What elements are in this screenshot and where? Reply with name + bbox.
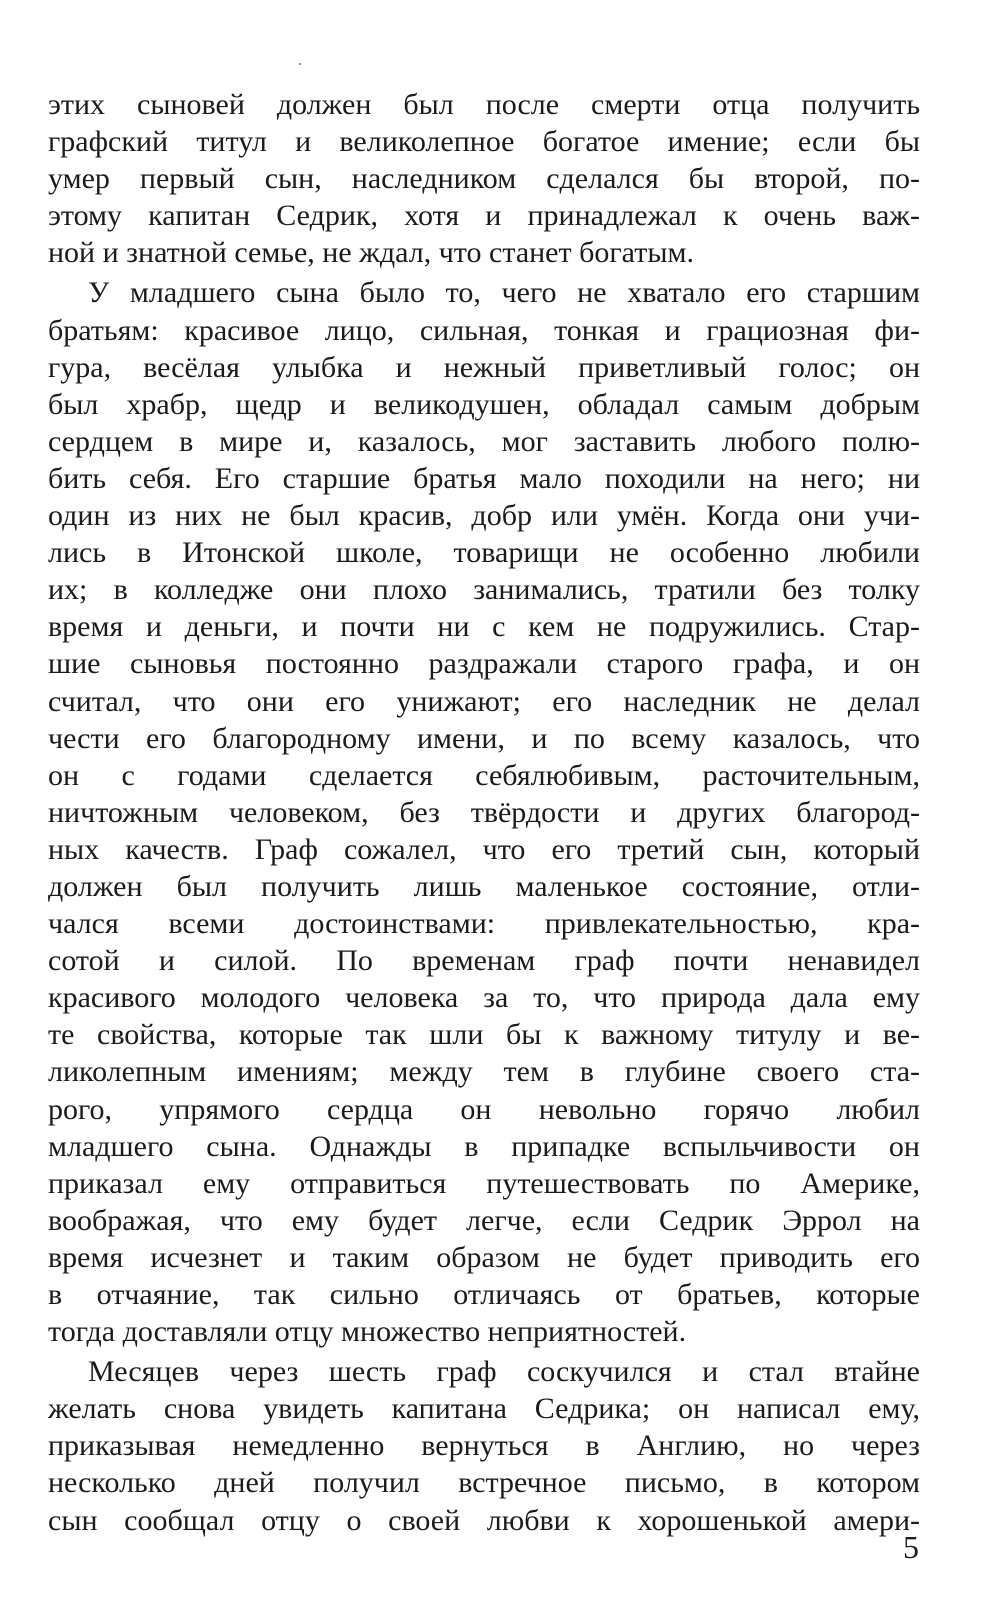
paragraph [48, 274, 920, 1350]
text-line: этих сыновей должен был после смерти отца получить [48, 88, 920, 121]
paragraph [48, 1353, 920, 1538]
text-line: шие сыновья постоянно раздражали старого графа, и он [48, 647, 920, 681]
print-speck [299, 63, 301, 65]
text-line: чался всеми достоинствами: привлекательностью, кра- [48, 907, 920, 941]
text-line: ных качеств. Граф сожалел, что его третий сын, который [48, 832, 920, 866]
text-line: приказал ему отправиться путешествовать по Америке, [48, 1166, 920, 1200]
text-line: сердцем в мире и, казалось, мог заставить любого полю- [48, 424, 920, 458]
text-line: ничтожным человеком, без твёрдости и других благород- [48, 795, 920, 829]
text-line: тогда доставляли отцу множество неприятностей. [48, 1315, 687, 1349]
paragraph [48, 86, 920, 271]
text-line: он с годами сделается себялюбивым, расточительным, [48, 758, 920, 792]
text-line: гура, весёлая улыбка и нежный приветливый голос; он [48, 350, 920, 384]
text-line: ликолепным имениям; между тем в глубине своего ста- [48, 1055, 920, 1089]
text-line: сын сообщал отцу о своей любви к хорошенькой амери- [48, 1503, 920, 1537]
text-line: те свойства, которые так шли бы к важному титулу и ве- [48, 1018, 920, 1052]
text-line: время и деньги, и почти ни с кем не подружились. Стар- [48, 610, 920, 644]
text-line: красивого молодого человека за то, что природа дала ему [48, 981, 920, 1015]
text-line: воображая, что ему будет легче, если Седрик Эррол на [48, 1203, 920, 1237]
text-line: один из них не был красив, добр или умён. Когда они учи- [48, 499, 920, 533]
text-line: лись в Итонской школе, товарищи не особенно любили [48, 536, 920, 570]
text-line: считал, что они его унижают; его наследник не делал [48, 684, 920, 718]
text-line: сотой и силой. По временам граф почти ненавидел [48, 944, 920, 978]
text-line: У младшего сына было то, чего не хватало его старшим [88, 276, 920, 310]
text-line: этому капитан Седрик, хотя и принадлежал к очень важ- [48, 199, 920, 233]
text-line: чести его благородному имени, и по всему казалось, что [48, 721, 920, 755]
text-line: братьям: красивое лицо, сильная, тонкая и грациозная фи- [48, 313, 920, 347]
text-line: ной и знатной семье, не ждал, что станет богатым. [48, 236, 694, 270]
text-line: приказывая немедленно вернуться в Англию, но через [48, 1429, 920, 1463]
text-line: должен был получить лишь маленькое состояние, отли- [48, 869, 920, 903]
text-line: был храбр, щедр и великодушен, обладал самым добрым [48, 387, 920, 421]
text-line: желать снова увидеть капитана Седрика; он написал ему, [48, 1392, 920, 1426]
text-line: несколько дней получил встречное письмо, в котором [48, 1466, 920, 1500]
text-line: бить себя. Его старшие братья мало походили на него; ни [48, 461, 920, 495]
page-text [48, 86, 920, 1539]
text-line: их; в колледже они плохо занимались, тратили без толку [48, 573, 920, 607]
text-line: Месяцев через шесть граф соскучился и стал втайне [88, 1355, 920, 1389]
text-line: время исчезнет и таким образом не будет приводить его [48, 1240, 920, 1274]
text-line: в отчаяние, так сильно отличаясь от братьев, которые [48, 1278, 920, 1311]
text-line: младшего сына. Однажды в припадке вспыльчивости он [48, 1129, 920, 1163]
page-number: 5 [903, 1529, 919, 1565]
text-line: рого, упрямого сердца он невольно горячо любил [48, 1092, 920, 1126]
text-line: умер первый сын, наследником сделался бы второй, по- [48, 162, 920, 196]
text-line: графский титул и великолепное богатое имение; если бы [48, 125, 920, 159]
